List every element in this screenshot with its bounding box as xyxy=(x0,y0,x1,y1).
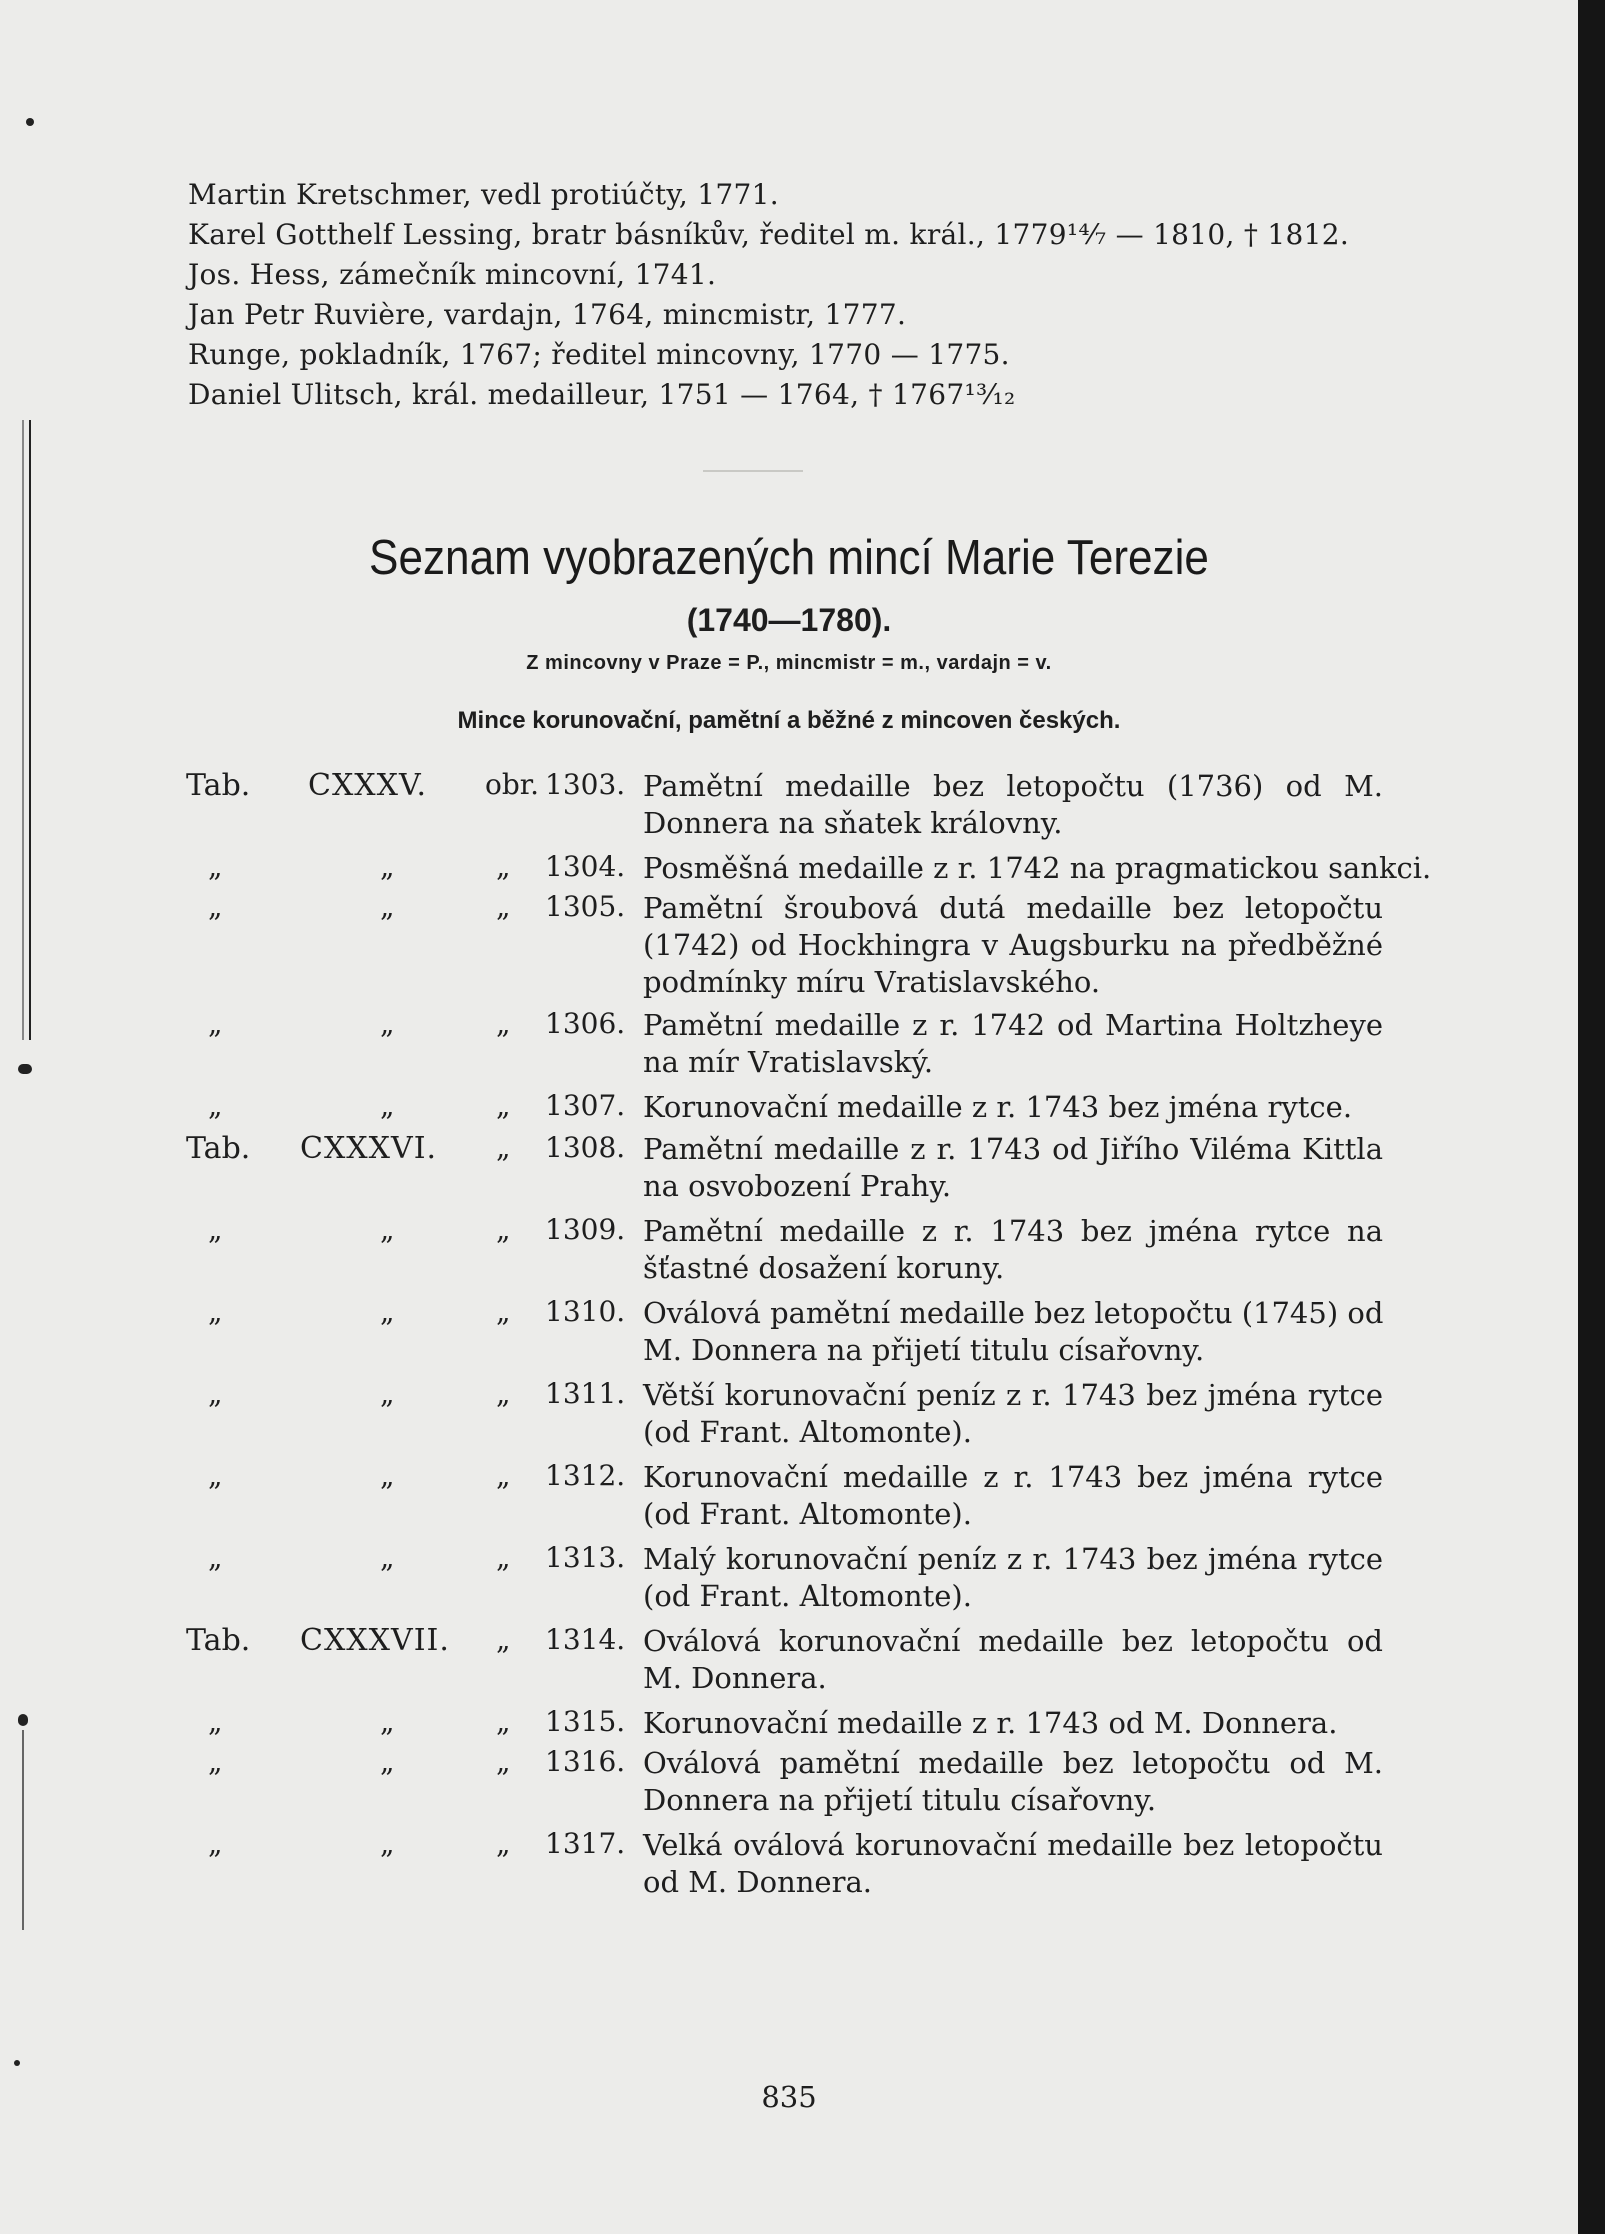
entry-description xyxy=(643,1131,1383,1205)
entry-plate: „ xyxy=(380,1705,395,1738)
description-line: M. Donnera. xyxy=(643,1661,827,1695)
entry-tab: Tab. xyxy=(186,1131,251,1166)
description-line: Korunovační medaille z r. 1743 bez jména rytce. xyxy=(643,1090,1353,1124)
description-line: Posměšná medaille z r. 1742 na pragmatickou sankci. xyxy=(643,851,1432,885)
margin-dot xyxy=(18,1064,32,1074)
entry-figure-label: „ xyxy=(496,1007,511,1040)
entry-plate: CXXXVII. xyxy=(300,1623,450,1658)
margin-dot xyxy=(26,118,34,126)
description-line: na mír Vratislavský. xyxy=(643,1045,934,1079)
entry-plate: „ xyxy=(380,1007,395,1040)
description-line: (od Frant. Altomonte). xyxy=(643,1497,972,1531)
entry-description xyxy=(643,1459,1383,1533)
entry-figure-label: „ xyxy=(496,1089,511,1122)
entry-tab: „ xyxy=(208,1459,223,1492)
description-line: Pamětní šroubová dutá medaille bez letopočtu xyxy=(643,891,1383,925)
entry-description xyxy=(643,1295,1383,1369)
entry-figure-label: obr. xyxy=(485,768,539,801)
description-line: Pamětní medaille z r. 1743 bez jména rytce na xyxy=(643,1214,1383,1248)
intro-line: Daniel Ulitsch, král. medailleur, 1751 — 1764, † 1767¹³⁄₁₂ xyxy=(188,378,1016,411)
entry-plate: „ xyxy=(380,1089,395,1122)
entry-number: 1304. xyxy=(545,850,626,883)
description-line: (od Frant. Altomonte). xyxy=(643,1415,972,1449)
intro-line: Runge, pokladník, 1767; ředitel mincovny, 1770 — 1775. xyxy=(188,338,1010,371)
description-line: Velká oválová korunovační medaille bez letopočtu xyxy=(643,1828,1383,1862)
entry-tab: „ xyxy=(208,890,223,923)
entry-description xyxy=(643,1705,1383,1742)
entry-tab: Tab. xyxy=(186,768,251,803)
entry-description xyxy=(643,850,1432,887)
entry-tab: „ xyxy=(208,1827,223,1860)
intro-line: Jos. Hess, zámečník mincovní, 1741. xyxy=(188,258,717,291)
margin-line xyxy=(22,1730,24,1930)
entry-description xyxy=(643,1007,1383,1081)
description-line: šťastné dosažení koruny. xyxy=(643,1251,1005,1285)
entry-figure-label: „ xyxy=(496,890,511,923)
entry-plate: „ xyxy=(380,890,395,923)
entry-number: 1303. xyxy=(545,768,626,801)
entry-number: 1308. xyxy=(545,1131,626,1164)
entry-description xyxy=(643,1827,1383,1901)
entry-description xyxy=(643,1089,1383,1126)
entry-figure-label: „ xyxy=(496,1131,511,1164)
description-line: na osvobození Prahy. xyxy=(643,1169,952,1203)
description-line: Donnera na sňatek královny. xyxy=(643,806,1063,840)
entry-tab: „ xyxy=(208,1295,223,1328)
description-line: Pamětní medaille z r. 1743 od Jiřího Viléma Kittla xyxy=(643,1132,1383,1166)
description-line: (od Frant. Altomonte). xyxy=(643,1579,972,1613)
entry-number: 1305. xyxy=(545,890,626,923)
entry-figure-label: „ xyxy=(496,1827,511,1860)
description-line: Pamětní medaille z r. 1742 od Martina Holtzheye xyxy=(643,1008,1383,1042)
entry-plate: „ xyxy=(380,1459,395,1492)
description-line: Oválová pamětní medaille bez letopočtu od M. xyxy=(643,1746,1383,1780)
entry-tab: „ xyxy=(208,850,223,883)
entry-plate: „ xyxy=(380,1541,395,1574)
page-edge xyxy=(1578,0,1605,2234)
entry-plate: „ xyxy=(380,1827,395,1860)
entry-figure-label: „ xyxy=(496,1459,511,1492)
entry-tab: „ xyxy=(208,1745,223,1778)
page-title: Seznam vyobrazených mincí Marie Terezie xyxy=(369,531,1209,585)
description-line: Pamětní medaille bez letopočtu (1736) od M. xyxy=(643,769,1383,803)
entry-number: 1313. xyxy=(545,1541,626,1574)
entry-plate: „ xyxy=(380,1377,395,1410)
margin-dot xyxy=(18,1714,28,1726)
entry-tab: „ xyxy=(208,1089,223,1122)
entry-tab: „ xyxy=(208,1007,223,1040)
margin-line xyxy=(29,420,31,1040)
intro-line: Karel Gotthelf Lessing, bratr básníkův, ředitel m. král., 1779¹⁴⁄₇ — 1810, † 1812. xyxy=(188,218,1350,251)
entry-number: 1317. xyxy=(545,1827,626,1860)
description-line: od M. Donnera. xyxy=(643,1865,872,1899)
entry-figure-label: „ xyxy=(496,1295,511,1328)
entry-description xyxy=(643,1213,1383,1287)
description-line: Malý korunovační peníz z r. 1743 bez jména rytce xyxy=(643,1542,1383,1576)
entry-plate: CXXXVI. xyxy=(300,1131,438,1166)
entry-figure-label: „ xyxy=(496,1745,511,1778)
abbreviation-legend: Z mincovny v Praze = P., mincmistr = m., vardajn = v. xyxy=(526,652,1052,674)
entry-plate: „ xyxy=(380,1745,395,1778)
entry-figure-label: „ xyxy=(496,850,511,883)
entry-number: 1314. xyxy=(545,1623,626,1656)
separator-rule xyxy=(703,470,803,472)
entry-tab: „ xyxy=(208,1377,223,1410)
intro-line: Jan Petr Ruvière, vardajn, 1764, mincmistr, 1777. xyxy=(188,298,907,331)
description-line: Oválová korunovační medaille bez letopočtu od xyxy=(643,1624,1383,1658)
entry-number: 1315. xyxy=(545,1705,626,1738)
description-line: M. Donnera na přijetí titulu císařovny. xyxy=(643,1333,1205,1367)
entry-tab: „ xyxy=(208,1213,223,1246)
entry-number: 1309. xyxy=(545,1213,626,1246)
entry-tab: „ xyxy=(208,1705,223,1738)
section-heading: Mince korunovační, pamětní a běžné z mincoven českých. xyxy=(457,707,1121,734)
entry-tab: Tab. xyxy=(186,1623,251,1658)
entry-figure-label: „ xyxy=(496,1541,511,1574)
entry-description xyxy=(643,768,1383,842)
description-line: Korunovační medaille z r. 1743 bez jména rytce xyxy=(643,1460,1383,1494)
entry-plate: CXXXV. xyxy=(308,768,427,803)
entry-plate: „ xyxy=(380,1295,395,1328)
entry-description xyxy=(643,1541,1383,1615)
entry-number: 1316. xyxy=(545,1745,626,1778)
entry-figure-label: „ xyxy=(496,1377,511,1410)
intro-line: Martin Kretschmer, vedl protiúčty, 1771. xyxy=(188,178,779,211)
entry-number: 1306. xyxy=(545,1007,626,1040)
entry-figure-label: „ xyxy=(496,1213,511,1246)
entry-number: 1311. xyxy=(545,1377,626,1410)
page-number: 835 xyxy=(761,2080,817,2114)
description-line: Korunovační medaille z r. 1743 od M. Donnera. xyxy=(643,1706,1338,1740)
entry-plate: „ xyxy=(380,850,395,883)
entry-plate: „ xyxy=(380,1213,395,1246)
title-years: (1740—1780). xyxy=(686,602,892,638)
entry-description xyxy=(643,890,1383,1001)
entry-description xyxy=(643,1623,1383,1697)
entry-number: 1307. xyxy=(545,1089,626,1122)
entry-figure-label: „ xyxy=(496,1705,511,1738)
entry-number: 1312. xyxy=(545,1459,626,1492)
description-line: Oválová pamětní medaille bez letopočtu (1745) od xyxy=(643,1296,1384,1330)
margin-line xyxy=(22,420,24,1040)
entry-description xyxy=(643,1377,1383,1451)
description-line: Donnera na přijetí titulu císařovny. xyxy=(643,1783,1157,1817)
entry-number: 1310. xyxy=(545,1295,626,1328)
entry-tab: „ xyxy=(208,1541,223,1574)
description-line: (1742) od Hockhingra v Augsburku na předběžné xyxy=(643,928,1383,962)
description-line: podmínky míru Vratislavského. xyxy=(643,965,1101,999)
description-line: Větší korunovační peníz z r. 1743 bez jména rytce xyxy=(643,1378,1383,1412)
entry-description xyxy=(643,1745,1383,1819)
entry-figure-label: „ xyxy=(496,1623,511,1656)
margin-dot xyxy=(14,2060,20,2066)
